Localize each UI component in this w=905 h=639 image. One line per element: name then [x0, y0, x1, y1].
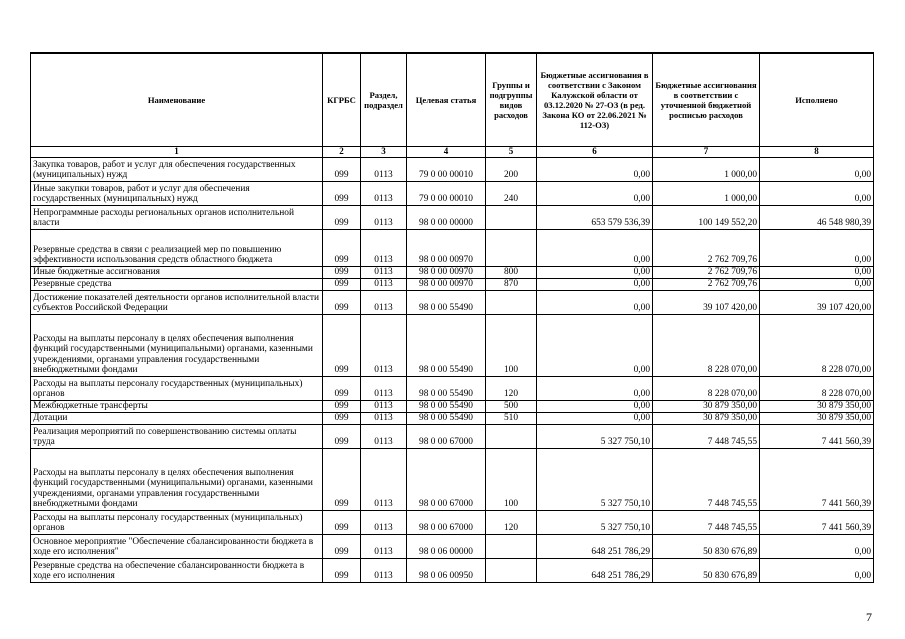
row-name: Достижение показателей деятельности органов исполнительной власти субъектов Российской Федерации — [31, 290, 323, 314]
row-refined-allocation: 50 830 676,89 — [653, 534, 760, 558]
row-kgrbs: 099 — [323, 400, 361, 412]
table-row — [31, 412, 874, 424]
row-name: Резервные средства — [31, 278, 323, 290]
row-executed: 8 228 070,00 — [760, 376, 874, 400]
table-row — [31, 181, 874, 205]
row-name: Основное мероприятие "Обеспечение сбалансированности бюджета в ходе его исполнения" — [31, 534, 323, 558]
row-refined-allocation: 1 000,00 — [653, 157, 760, 181]
column-number: 1 — [31, 146, 323, 157]
row-executed: 7 441 560,39 — [760, 510, 874, 534]
row-kgrbs: 099 — [323, 448, 361, 510]
row-kgrbs: 099 — [323, 290, 361, 314]
row-name: Резервные средства в связи с реализацией мер по повышению эффективности использования средств областного бюджета — [31, 229, 323, 266]
row-kgrbs: 099 — [323, 534, 361, 558]
column-number: 4 — [407, 146, 486, 157]
row-group: 100 — [486, 314, 537, 376]
row-refined-allocation: 39 107 420,00 — [653, 290, 760, 314]
row-group — [486, 229, 537, 266]
column-number-row — [31, 146, 874, 157]
row-section: 0113 — [361, 266, 407, 278]
row-refined-allocation: 2 762 709,76 — [653, 229, 760, 266]
table-body — [31, 157, 874, 582]
row-kgrbs: 099 — [323, 278, 361, 290]
row-group — [486, 424, 537, 448]
row-name: Дотации — [31, 412, 323, 424]
row-kgrbs: 099 — [323, 424, 361, 448]
column-number: 7 — [653, 146, 760, 157]
table-row — [31, 157, 874, 181]
row-name: Резервные средства на обеспечение сбалансированности бюджета в ходе его исполнения — [31, 558, 323, 582]
row-group: 500 — [486, 400, 537, 412]
row-section: 0113 — [361, 424, 407, 448]
row-name: Реализация мероприятий по совершенствованию системы оплаты труда — [31, 424, 323, 448]
column-number: 6 — [537, 146, 653, 157]
row-section: 0113 — [361, 534, 407, 558]
row-executed: 0,00 — [760, 558, 874, 582]
row-name: Расходы на выплаты персоналу государственных (муниципальных) органов — [31, 376, 323, 400]
row-group: 120 — [486, 376, 537, 400]
row-kgrbs: 099 — [323, 412, 361, 424]
row-refined-allocation: 2 762 709,76 — [653, 266, 760, 278]
row-refined-allocation: 8 228 070,00 — [653, 376, 760, 400]
row-executed: 30 879 350,00 — [760, 400, 874, 412]
row-target: 98 0 00 00970 — [407, 266, 486, 278]
row-refined-allocation: 1 000,00 — [653, 181, 760, 205]
header-law-allocations: Бюджетные ассигнования в соответствии с Законом Калужской области от 03.12.2020 № 27-ОЗ (в ред. Закона КО от 22.06.2021 № 112-ОЗ) — [537, 53, 653, 146]
row-target: 79 0 00 00010 — [407, 181, 486, 205]
page-number: 7 — [866, 610, 872, 624]
row-law-allocation: 5 327 750,10 — [537, 448, 653, 510]
table-row — [31, 314, 874, 376]
row-section: 0113 — [361, 229, 407, 266]
row-law-allocation: 648 251 786,29 — [537, 558, 653, 582]
row-group: 870 — [486, 278, 537, 290]
row-kgrbs: 099 — [323, 266, 361, 278]
row-executed: 7 441 560,39 — [760, 424, 874, 448]
row-group: 120 — [486, 510, 537, 534]
row-target: 98 0 00 67000 — [407, 424, 486, 448]
row-section: 0113 — [361, 558, 407, 582]
row-group: 100 — [486, 448, 537, 510]
row-group: 510 — [486, 412, 537, 424]
header-target: Целевая статья — [407, 53, 486, 146]
row-target: 98 0 06 00000 — [407, 534, 486, 558]
column-number: 2 — [323, 146, 361, 157]
table-row — [31, 534, 874, 558]
row-section: 0113 — [361, 448, 407, 510]
row-target: 98 0 06 00950 — [407, 558, 486, 582]
row-section: 0113 — [361, 376, 407, 400]
row-law-allocation: 5 327 750,10 — [537, 424, 653, 448]
row-target: 98 0 00 00970 — [407, 278, 486, 290]
row-target: 98 0 00 00000 — [407, 205, 486, 229]
column-number: 5 — [486, 146, 537, 157]
header-name: Наименование — [31, 53, 323, 146]
row-section: 0113 — [361, 157, 407, 181]
row-refined-allocation: 2 762 709,76 — [653, 278, 760, 290]
row-group — [486, 205, 537, 229]
table-row — [31, 558, 874, 582]
row-executed: 0,00 — [760, 534, 874, 558]
table-row — [31, 424, 874, 448]
table-row — [31, 448, 874, 510]
row-target: 98 0 00 67000 — [407, 448, 486, 510]
row-name: Иные бюджетные ассигнования — [31, 266, 323, 278]
row-name: Межбюджетные трансферты — [31, 400, 323, 412]
row-section: 0113 — [361, 181, 407, 205]
row-kgrbs: 099 — [323, 157, 361, 181]
row-refined-allocation: 7 448 745,55 — [653, 448, 760, 510]
row-executed: 0,00 — [760, 229, 874, 266]
row-law-allocation: 0,00 — [537, 266, 653, 278]
row-section: 0113 — [361, 412, 407, 424]
row-executed: 39 107 420,00 — [760, 290, 874, 314]
row-refined-allocation: 8 228 070,00 — [653, 314, 760, 376]
row-section: 0113 — [361, 314, 407, 376]
table-row — [31, 290, 874, 314]
row-law-allocation: 0,00 — [537, 290, 653, 314]
row-law-allocation: 653 579 536,39 — [537, 205, 653, 229]
row-target: 98 0 00 67000 — [407, 510, 486, 534]
row-kgrbs: 099 — [323, 205, 361, 229]
table-row — [31, 376, 874, 400]
row-group: 800 — [486, 266, 537, 278]
table-row — [31, 205, 874, 229]
row-target: 98 0 00 55490 — [407, 412, 486, 424]
row-name: Непрограммные расходы региональных органов исполнительной власти — [31, 205, 323, 229]
row-target: 98 0 00 55490 — [407, 376, 486, 400]
row-law-allocation: 0,00 — [537, 376, 653, 400]
row-section: 0113 — [361, 278, 407, 290]
table-row — [31, 510, 874, 534]
row-target: 98 0 00 00970 — [407, 229, 486, 266]
row-law-allocation: 0,00 — [537, 278, 653, 290]
table-header-row — [31, 53, 874, 146]
row-name: Закупка товаров, работ и услуг для обеспечения государственных (муниципальных) нужд — [31, 157, 323, 181]
header-group: Группы и подгруппы видов расходов — [486, 53, 537, 146]
row-refined-allocation: 100 149 552,20 — [653, 205, 760, 229]
column-number: 3 — [361, 146, 407, 157]
row-kgrbs: 099 — [323, 376, 361, 400]
row-kgrbs: 099 — [323, 510, 361, 534]
row-executed: 0,00 — [760, 266, 874, 278]
row-group — [486, 290, 537, 314]
row-refined-allocation: 7 448 745,55 — [653, 510, 760, 534]
table-row — [31, 266, 874, 278]
row-name: Расходы на выплаты персоналу государственных (муниципальных) органов — [31, 510, 323, 534]
budget-execution-table — [30, 52, 874, 583]
row-target: 98 0 00 55490 — [407, 314, 486, 376]
row-name: Расходы на выплаты персоналу в целях обеспечения выполнения функций государственными (муниципальными) органами, казенными учреждениями, органами управления государственными внебюджетными фондами — [31, 314, 323, 376]
row-law-allocation: 0,00 — [537, 229, 653, 266]
row-law-allocation: 0,00 — [537, 400, 653, 412]
row-law-allocation: 0,00 — [537, 181, 653, 205]
row-executed: 8 228 070,00 — [760, 314, 874, 376]
row-law-allocation: 648 251 786,29 — [537, 534, 653, 558]
header-executed: Исполнено — [760, 53, 874, 146]
row-target: 98 0 00 55490 — [407, 400, 486, 412]
row-target: 98 0 00 55490 — [407, 290, 486, 314]
table-row — [31, 229, 874, 266]
row-group — [486, 534, 537, 558]
row-kgrbs: 099 — [323, 314, 361, 376]
row-executed: 0,00 — [760, 157, 874, 181]
row-executed: 7 441 560,39 — [760, 448, 874, 510]
header-refined-allocations: Бюджетные ассигнования в соответствии с уточненной бюджетной росписью расходов — [653, 53, 760, 146]
row-executed: 30 879 350,00 — [760, 412, 874, 424]
row-kgrbs: 099 — [323, 558, 361, 582]
row-refined-allocation: 50 830 676,89 — [653, 558, 760, 582]
table-row — [31, 278, 874, 290]
row-section: 0113 — [361, 510, 407, 534]
row-section: 0113 — [361, 400, 407, 412]
row-name: Иные закупки товаров, работ и услуг для обеспечения государственных (муниципальных) нужд — [31, 181, 323, 205]
row-law-allocation: 5 327 750,10 — [537, 510, 653, 534]
row-executed: 46 548 980,39 — [760, 205, 874, 229]
row-law-allocation: 0,00 — [537, 157, 653, 181]
header-kgrbs: КГРБС — [323, 53, 361, 146]
row-law-allocation: 0,00 — [537, 412, 653, 424]
row-refined-allocation: 7 448 745,55 — [653, 424, 760, 448]
column-number: 8 — [760, 146, 874, 157]
row-target: 79 0 00 00010 — [407, 157, 486, 181]
row-law-allocation: 0,00 — [537, 314, 653, 376]
row-executed: 0,00 — [760, 278, 874, 290]
row-refined-allocation: 30 879 350,00 — [653, 400, 760, 412]
row-group: 200 — [486, 157, 537, 181]
row-group: 240 — [486, 181, 537, 205]
row-kgrbs: 099 — [323, 229, 361, 266]
table-row — [31, 400, 874, 412]
row-kgrbs: 099 — [323, 181, 361, 205]
row-group — [486, 558, 537, 582]
row-refined-allocation: 30 879 350,00 — [653, 412, 760, 424]
row-section: 0113 — [361, 205, 407, 229]
header-section: Раздел, подраздел — [361, 53, 407, 146]
row-executed: 0,00 — [760, 181, 874, 205]
row-section: 0113 — [361, 290, 407, 314]
row-name: Расходы на выплаты персоналу в целях обеспечения выполнения функций государственными (муниципальными) органами, казенными учреждениями, органами управления государственными внебюджетными фондами — [31, 448, 323, 510]
